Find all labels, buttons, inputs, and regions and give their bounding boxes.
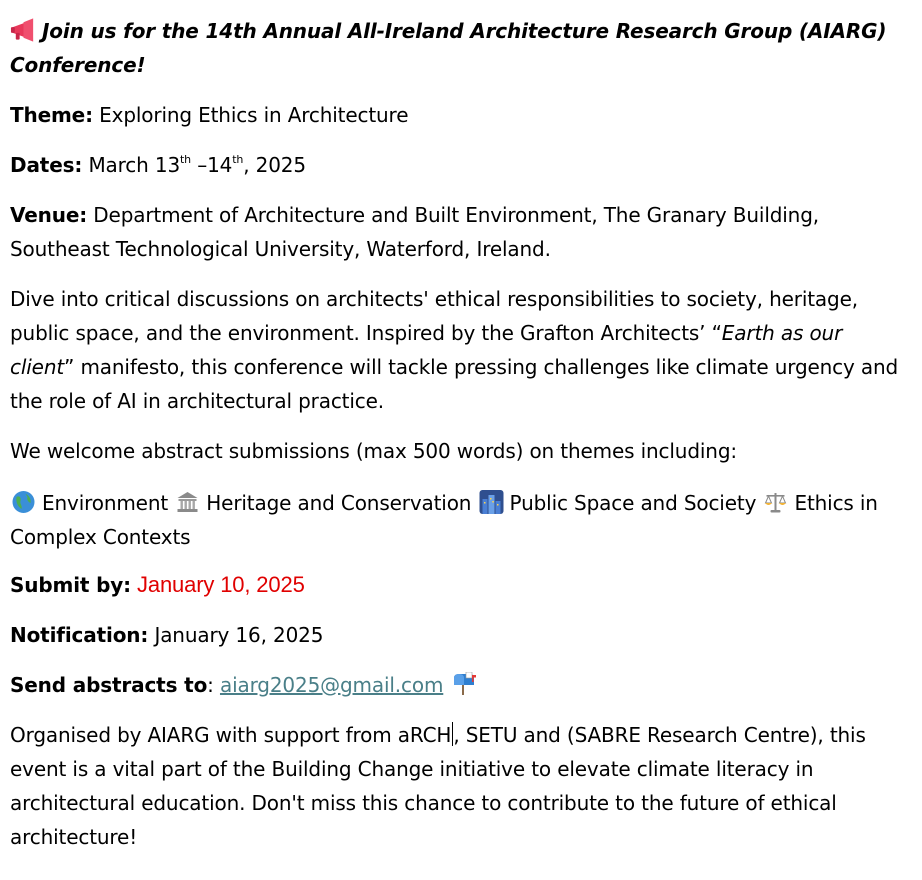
mailbox-icon <box>451 672 477 696</box>
send-label: Send abstracts to <box>10 673 208 697</box>
themes-list <box>10 486 910 554</box>
manifesto-title: Earth as our client <box>10 321 843 379</box>
intro-part1: Dive into critical discussions on architects' ethical responsibilities to society, heritage, public space, and the environment. Inspired by the Grafton Architects’ “ <box>10 287 858 345</box>
notification-line <box>10 618 910 652</box>
theme-line <box>10 98 910 132</box>
headline-text: Join us for the 14th Annual All-Ireland Architecture Research Group (AIARG) Conference! <box>10 19 887 77</box>
notification-date: January 16, 2025 <box>148 623 324 647</box>
theme-item-label: Ethics in Complex Contexts <box>10 491 878 549</box>
classical-building-icon <box>174 490 201 514</box>
send-abstracts-line <box>10 668 910 702</box>
closing-part2: , SETU and (SABRE Research Centre), this event is a vital part of the Building Change initiative to elevate climate literacy in architectural education. Don't miss this chance to contribute to the future of ethical architecture! <box>10 723 866 849</box>
closing-paragraph <box>10 718 910 854</box>
theme-item-label: Public Space and Society <box>509 491 757 515</box>
theme-item-label: Environment <box>42 491 169 515</box>
venue-label: Venue: <box>10 203 88 227</box>
email-link[interactable]: aiarg2025@gmail.com <box>219 673 444 697</box>
cityscape-icon <box>478 490 505 514</box>
megaphone-icon <box>10 18 37 42</box>
submit-line <box>10 568 910 602</box>
dates-day1: March 13 <box>82 153 181 177</box>
balance-scale-icon <box>762 490 789 514</box>
venue-line <box>10 198 910 266</box>
dates-line <box>10 148 910 182</box>
globe-icon <box>10 490 37 514</box>
submission-deadline: January 10, 2025 <box>137 572 305 597</box>
conference-headline <box>10 14 910 82</box>
intro-part2: ” manifesto, this conference will tackle pressing challenges like climate urgency and the role of AI in architectural practice. <box>10 355 899 413</box>
send-colon: : <box>207 673 220 697</box>
dates-dash: –14 <box>191 153 233 177</box>
dates-day2-suffix: th <box>232 153 244 166</box>
venue-value: Department of Architecture and Built Environment, The Granary Building, Southeast Technological University, Waterford, Ireland. <box>10 203 819 261</box>
dates-label: Dates: <box>10 153 83 177</box>
dates-day1-suffix: th <box>180 153 192 166</box>
notification-label: Notification: <box>10 623 149 647</box>
theme-value: Exploring Ethics in Architecture <box>92 103 409 127</box>
submit-label: Submit by: <box>10 573 132 597</box>
theme-item-label: Heritage and Conservation <box>206 491 472 515</box>
call-for-abstracts: We welcome abstract submissions (max 500 words) on themes including: <box>10 439 737 463</box>
intro-paragraph <box>10 282 910 418</box>
closing-part1: Organised by AIARG with support from aRCH <box>10 723 452 747</box>
dates-year: , 2025 <box>243 153 306 177</box>
theme-label: Theme: <box>10 103 93 127</box>
